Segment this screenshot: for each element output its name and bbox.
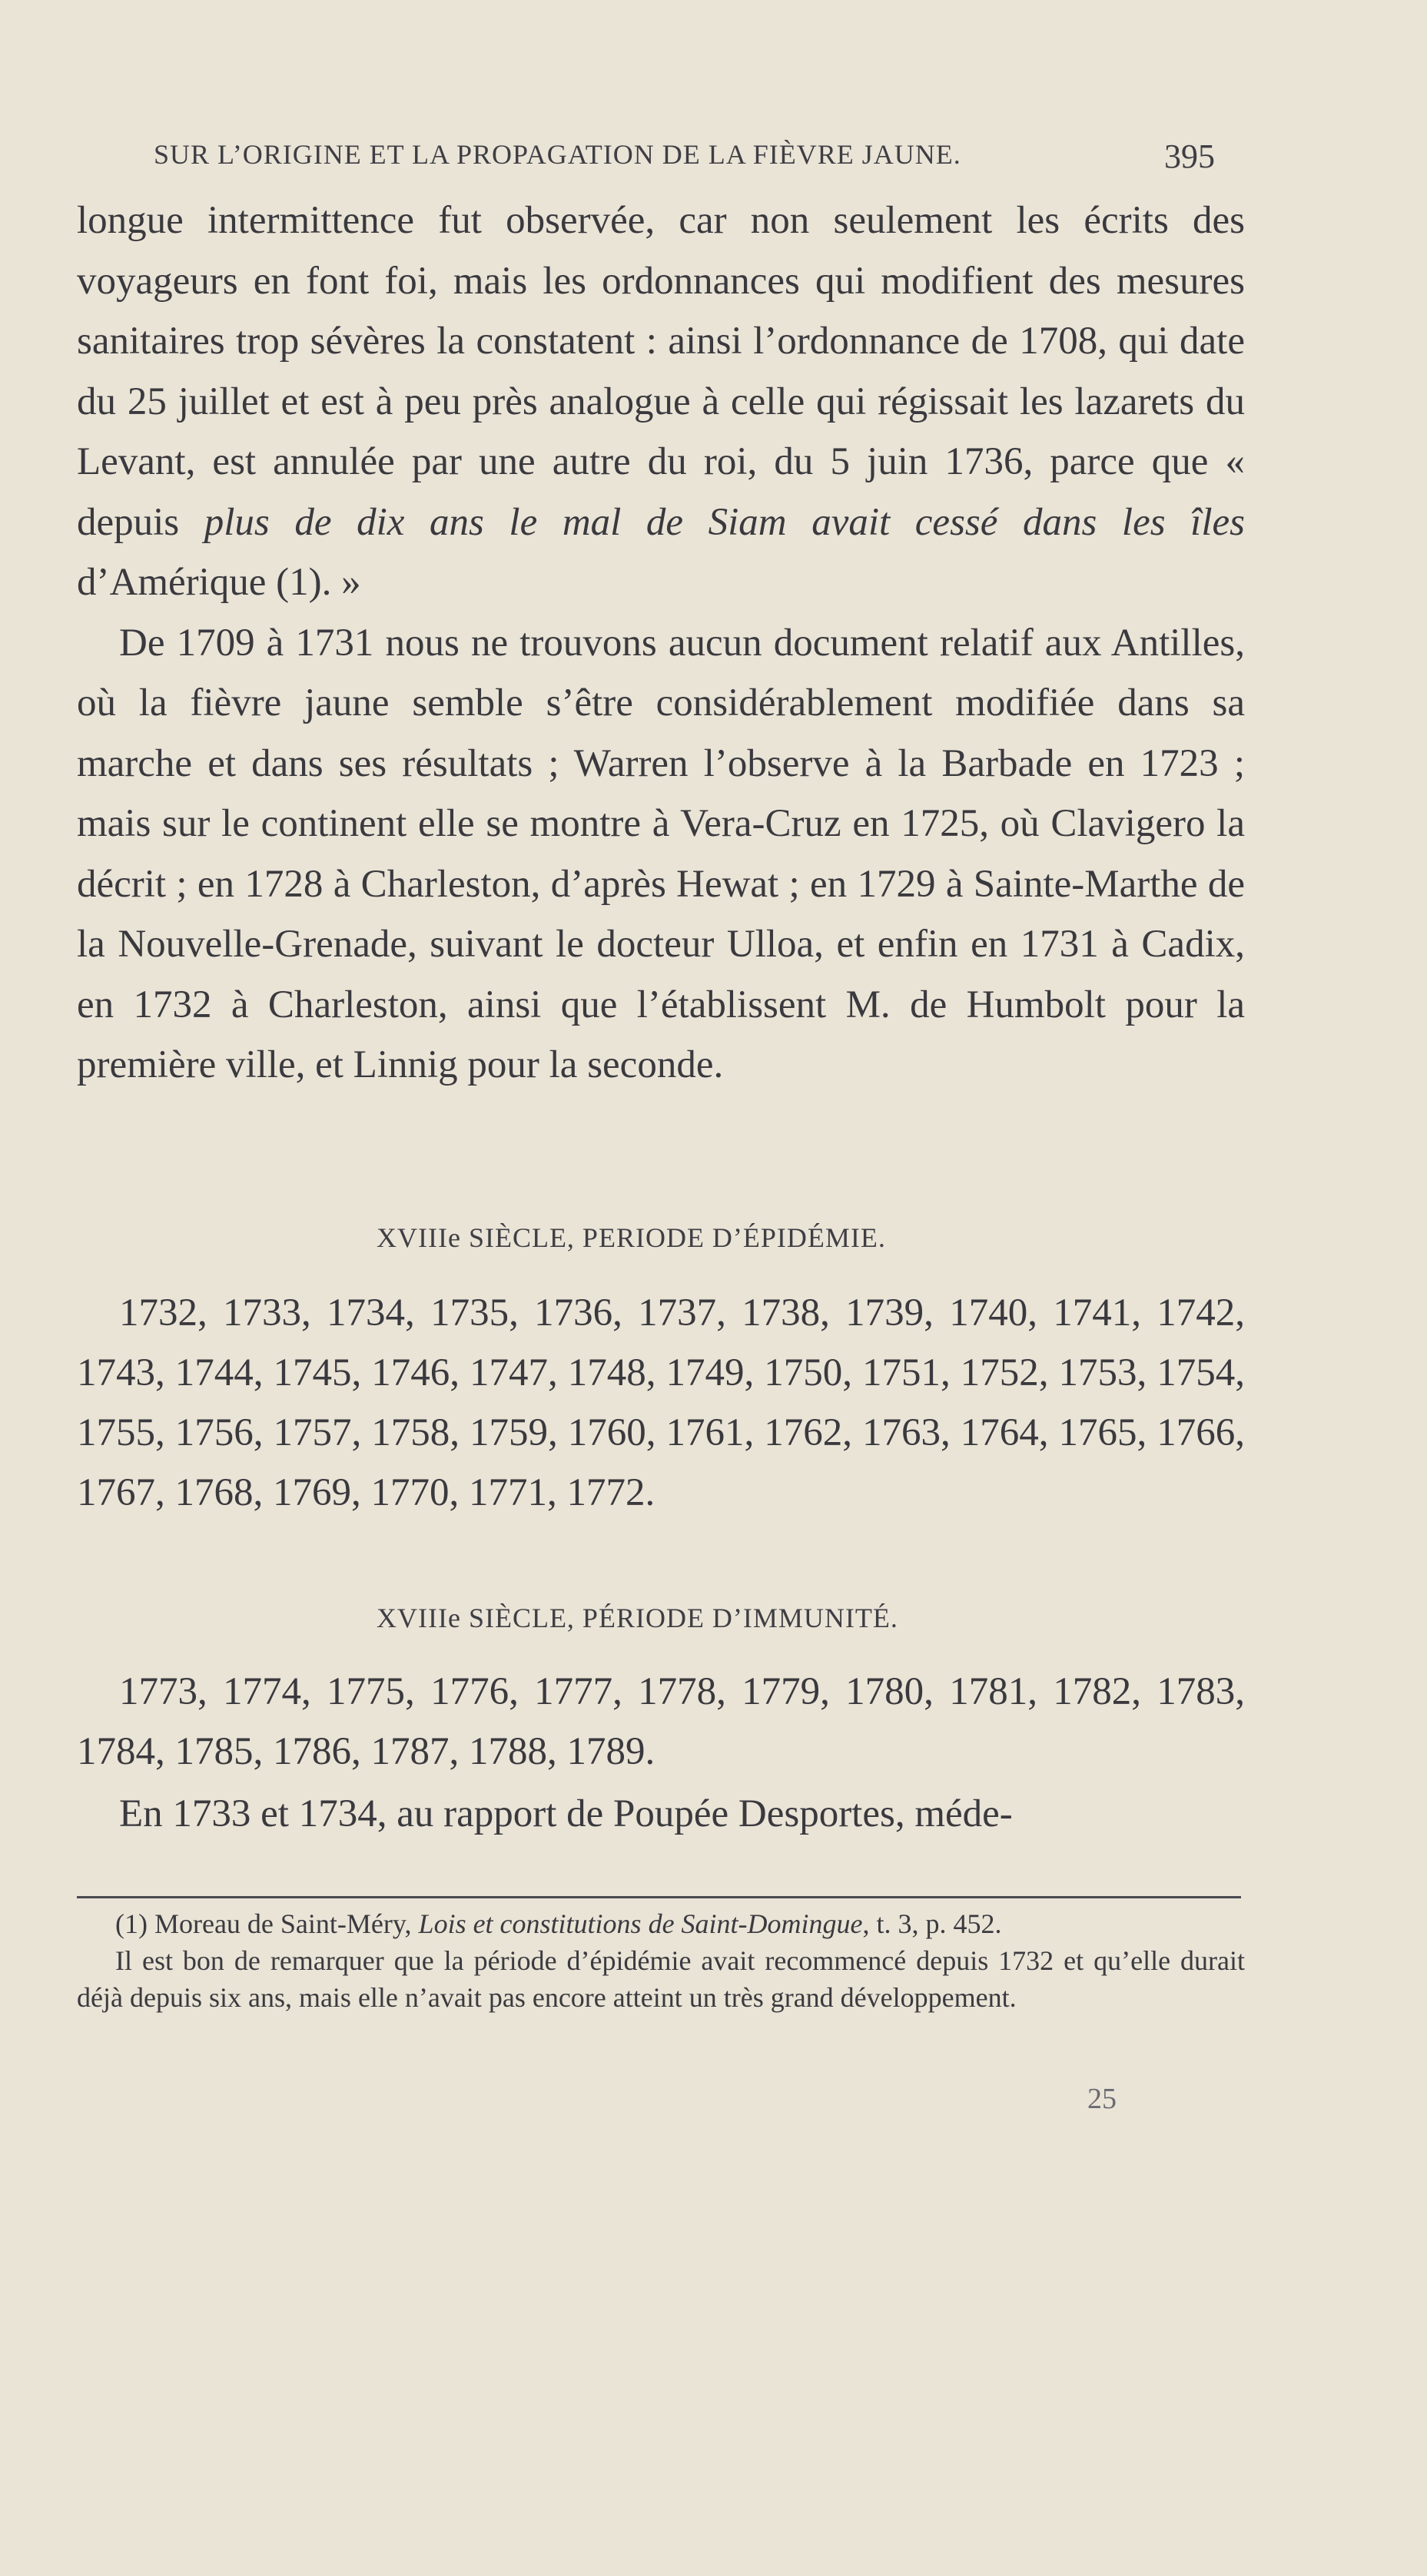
- section-title-epidemie: XVIIIe SIÈCLE, PERIODE D’ÉPIDÉMIE.: [377, 1222, 886, 1253]
- footnote-1-continuation: Il est bon de remarquer que la période d’épidémie avait recommencé depuis 1732 et qu’elle durait déjà depuis six ans, mais elle n’avait pas encore atteint un très grand développement.: [77, 1945, 1245, 2013]
- years-list-epidemie: 1732, 1733, 1734, 1735, 1736, 1737, 1738, 1739, 1740, 1741, 1742, 1743, 1744, 1745, 1746, 1747, 1748, 1749, 1750, 1751, 1752, 1753, 1754, 1755, 1756, 1757, 1758, 1759, 1760, 1761, 1762, 1763, 1764, 1765, 1766, 1767, 1768, 1769, 1770, 1771, 1772.: [77, 1291, 1245, 1514]
- footnote-1-title: Lois et constitutions de Saint-Domingue: [418, 1908, 863, 1939]
- years-list-immunite: 1773, 1774, 1775, 1776, 1777, 1778, 1779, 1780, 1781, 1782, 1783, 1784, 1785, 1786, 1787, 1788, 1789.: [77, 1670, 1245, 1773]
- main-text: [77, 191, 1245, 1096]
- running-head-title: SUR L’ORIGINE ET LA PROPAGATION DE LA FIÈVRE JAUNE.: [154, 139, 961, 170]
- paragraph-1-end: d’Amérique (1). »: [77, 561, 361, 604]
- footnote-1: [77, 1905, 1245, 1942]
- footnote-1-prefix: (1) Moreau de Saint-Méry,: [115, 1908, 419, 1939]
- signature-mark: 25: [1087, 2083, 1117, 2115]
- footnotes: [77, 1905, 1245, 2016]
- footnote-1-suffix: , t. 3, p. 452.: [862, 1908, 1002, 1939]
- page-number: 395: [1164, 138, 1215, 175]
- paragraph-continuation: [77, 191, 1245, 613]
- section-title-immunite: XVIIIe SIÈCLE, PÉRIODE D’IMMUNITÉ.: [377, 1603, 898, 1633]
- paragraph-2: De 1709 à 1731 nous ne trouvons aucun document relatif aux Antilles, où la fièvre jaune semble s’être considérablement modifiée dans sa marche et dans ses résultats ; Warren l’observe à la Barbade en 1723 ; mais sur le continent elle se montre à Vera-Cruz en 1725, où Clavigero la décrit ; en 1728 à Charleston, d’après Hewat ; en 1729 à Sainte-Marthe de la Nouvelle-Grenade, suivant le docteur Ulloa, et enfin en 1731 à Cadix, en 1732 à Charleston, ainsi que l’établissent M. de Humbolt pour la première ville, et Linnig pour la seconde.: [77, 621, 1245, 1086]
- paragraph-1-text: longue intermittence fut observée, car non seulement les écrits des voyageurs en font foi, mais les ordonnances qui modifient des mesures sanitaires trop sévères la constatent : ainsi l’ordonnance de 1708, qui date du 25 juillet et est à peu près analogue à celle qui régissait les lazarets du Levant, est annulée par une autre du roi, du 5 juin 1736, parce que « depuis: [77, 199, 1245, 544]
- paragraph-1-italic-quote: plus de dix ans le mal de Siam avait cessé dans les îles: [204, 500, 1245, 544]
- paragraph-3: En 1733 et 1734, au rapport de Poupée Desportes, méde-: [119, 1792, 1013, 1835]
- footnote-divider: [77, 1896, 1241, 1898]
